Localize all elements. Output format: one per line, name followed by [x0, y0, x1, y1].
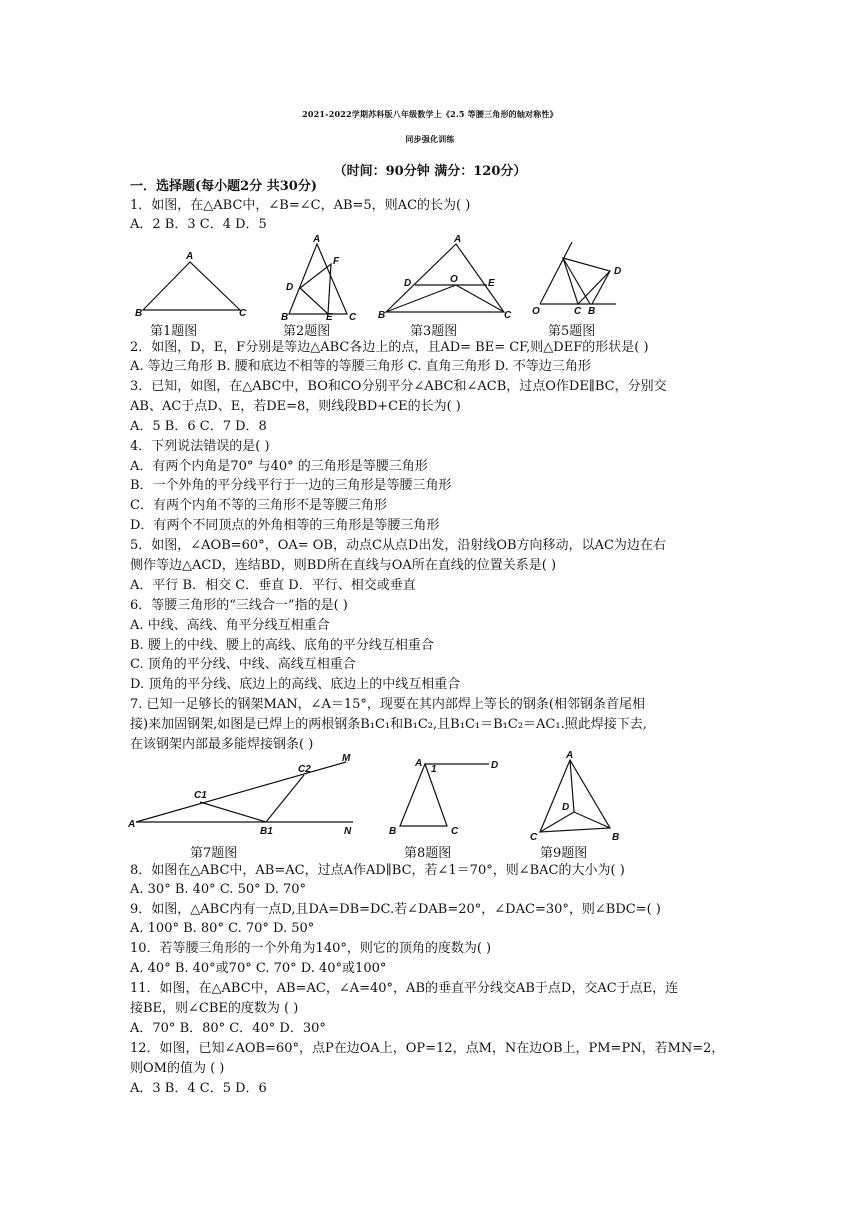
q10-options: A. 40° B. 40°或70° C. 70° D. 40°或100° — [130, 961, 387, 976]
fig2-label-f: F — [333, 256, 340, 267]
q12-options: A．3 B．4 C．5 D．6 — [130, 1081, 267, 1096]
fig7-label-a: A — [128, 819, 136, 830]
fig5-label-c: C — [574, 306, 582, 317]
q3-text-1: 3．已知，如图，在△ABC中，BO和CO分别平分∠ABC和∠ACB，过点O作DE∥BC，分别交 — [130, 379, 667, 394]
figure-7 — [128, 752, 360, 838]
q11-text-2: 接BE，则∠CBE的度数为 ( ) — [130, 1001, 299, 1016]
q6-option-c: C. 顶角的平分线、中线、高线互相重合 — [130, 657, 356, 672]
q6-option-d: D. 顶角的平分线、底边上的高线、底边上的中线互相重合 — [130, 677, 461, 692]
fig8-label-d: D — [491, 760, 499, 771]
fig5-label-d: D — [614, 266, 622, 277]
q4-text: 4．下列说法错误的是( ) — [130, 439, 270, 454]
caption-fig1: 第1题图 — [150, 324, 198, 339]
fig7-label-c2: C2 — [298, 764, 311, 775]
q6-option-b: B. 腰上的中线、腰上的高线、底角的平分线互相重合 — [130, 638, 434, 653]
fig1-label-a: A — [186, 251, 194, 262]
q1-options: A．2 B．3 C．4 D．5 — [130, 217, 267, 232]
q11-text-1: 11．如图，在△ABC中，AB=AC，∠A=40°，AB的垂直平分线交AB于点D，交AC于点E，连 — [130, 981, 679, 996]
fig5-label-b: B — [588, 306, 596, 317]
q12-text-1: 12．如图，已知∠AOB=60°，点P在边OA上，OP=12，点M，N在边OB上，PM=PN，若MN=2， — [130, 1041, 725, 1056]
caption-fig9: 第9题图 — [540, 846, 588, 861]
fig2-label-a: A — [313, 234, 321, 245]
q2-text: 2．如图，D，E，F分别是等边△ABC各边上的点，且AD= BE= CF,则△DEF的形状是( ) — [130, 340, 649, 355]
q10-text: 10．若等腰三角形的一个外角为140°，则它的顶角的度数为( ) — [130, 941, 492, 956]
fig8-label-b: B — [389, 826, 397, 837]
caption-fig7: 第7题图 — [190, 846, 238, 861]
q7-text-2: 接)来加固钢架,如图是已焊上的两根钢条B₁C₁和B₁C₂,且B₁C₁＝B₁C₂＝AC₁.照此焊接下去, — [130, 717, 647, 732]
fig9-label-d: D — [562, 802, 570, 813]
time-info: （时间：90分钟 满分：120分） — [333, 164, 527, 179]
q4-option-c: C．有两个内角不等的三角形不是等腰三角形 — [130, 498, 387, 513]
fig3-label-d: D — [404, 278, 412, 289]
q2-options: A. 等边三角形 B. 腰和底边不相等的等腰三角形 C. 直角三角形 D. 不等边三角形 — [130, 359, 591, 374]
figure-5 — [530, 238, 620, 320]
q11-options: A．70° B．80° C．40° D．30° — [130, 1021, 326, 1036]
fig7-label-m: M — [342, 753, 351, 764]
figure-2 — [275, 234, 365, 323]
q4-option-d: D．有两个不同顶点的外角相等的三角形是等腰三角形 — [130, 518, 440, 533]
fig2-label-c: C — [349, 312, 357, 323]
fig3-label-b: B — [378, 310, 386, 321]
q7-text-3: 在该钢架内部最多能焊接钢条( ) — [130, 737, 314, 752]
figure-3 — [378, 236, 513, 320]
caption-fig5: 第5题图 — [548, 324, 596, 339]
q6-option-a: A. 中线、高线、角平分线互相重合 — [130, 618, 330, 633]
q3-options: A．5 B．6 C．7 D．8 — [130, 419, 267, 434]
q9-text: 9．如图，△ABC内有一点D,且DA=DB=DC.若∠DAB=20°，∠DAC=30°，则∠BDC=( ) — [130, 902, 661, 917]
figure-9 — [528, 748, 628, 842]
fig3-label-e: E — [488, 278, 495, 289]
title-line-1: 2021-2022学期苏科版八年级数学上《2.5 等腰三角形的轴对称性》 — [302, 109, 558, 119]
q1-text: 1．如图，在△ABC中，∠B=∠C，AB=5，则AC的长为( ) — [130, 198, 471, 213]
q8-options: A. 30° B. 40° C. 50° D. 70° — [130, 882, 307, 897]
fig3-label-a: A — [454, 234, 462, 245]
q5-text-1: 5．如图，∠AOB=60°，OA= OB，动点C从点D出发，沿射线OB方向移动，以AC为边在右 — [130, 538, 666, 553]
fig8-label-1: 1 — [431, 764, 437, 775]
fig9-label-b: B — [612, 832, 620, 843]
caption-fig3: 第3题图 — [410, 324, 458, 339]
fig7-label-c1: C1 — [194, 790, 207, 801]
fig2-label-d: D — [286, 282, 294, 293]
fig3-label-c: C — [504, 310, 512, 321]
q3-text-2: AB、AC于点D、E，若DE=8，则线段BD+CE的长为( ) — [130, 399, 461, 414]
q8-text: 8．如图在△ABC中，AB=AC，过点A作AD∥BC，若∠1＝70°，则∠BAC的大小为( ) — [130, 863, 625, 878]
q4-option-a: A．有两个内角是70° 与40° 的三角形是等腰三角形 — [130, 459, 428, 474]
fig8-label-a: A — [415, 758, 423, 769]
q4-option-b: B．一个外角的平分线平行于一边的三角形是等腰三角形 — [130, 478, 452, 493]
fig2-label-b: B — [281, 312, 289, 323]
figure-8 — [385, 754, 510, 840]
fig2-label-e: E — [326, 312, 333, 323]
caption-fig8: 第8题图 — [404, 846, 452, 861]
q12-text-2: 则OM的值为 ( ) — [130, 1061, 225, 1076]
fig1-label-c: C — [239, 308, 247, 319]
q5-options: A．平行 B．相交 C．垂直 D．平行、相交或垂直 — [130, 578, 416, 593]
title-line-2: 同步强化训练 — [405, 134, 455, 144]
fig1-label-b: B — [135, 308, 143, 319]
figure-1 — [135, 250, 250, 320]
fig3-label-o: O — [450, 274, 458, 285]
section-heading: 一．选择题(每小题2分 共30分) — [130, 179, 317, 194]
fig7-label-b1: B1 — [260, 826, 273, 837]
fig5-label-o: O — [532, 306, 540, 317]
fig9-label-c: C — [530, 832, 538, 843]
fig7-label-n: N — [344, 826, 352, 837]
q7-text-1: 7. 已知一足够长的钢架MAN，∠A＝15°，现要在其内部焊上等长的钢条(相邻钢条首尾相 — [130, 697, 646, 712]
fig8-label-c: C — [451, 826, 459, 837]
q9-options: A. 100° B. 80° C. 70° D. 50° — [130, 921, 315, 936]
fig9-label-a: A — [566, 750, 574, 761]
caption-fig2: 第2题图 — [283, 324, 331, 339]
q6-text: 6．等腰三角形的“三线合一”指的是( ) — [130, 598, 348, 613]
q5-text-2: 侧作等边△ACD，连结BD，则BD所在直线与OA所在直线的位置关系是( ) — [130, 558, 557, 573]
